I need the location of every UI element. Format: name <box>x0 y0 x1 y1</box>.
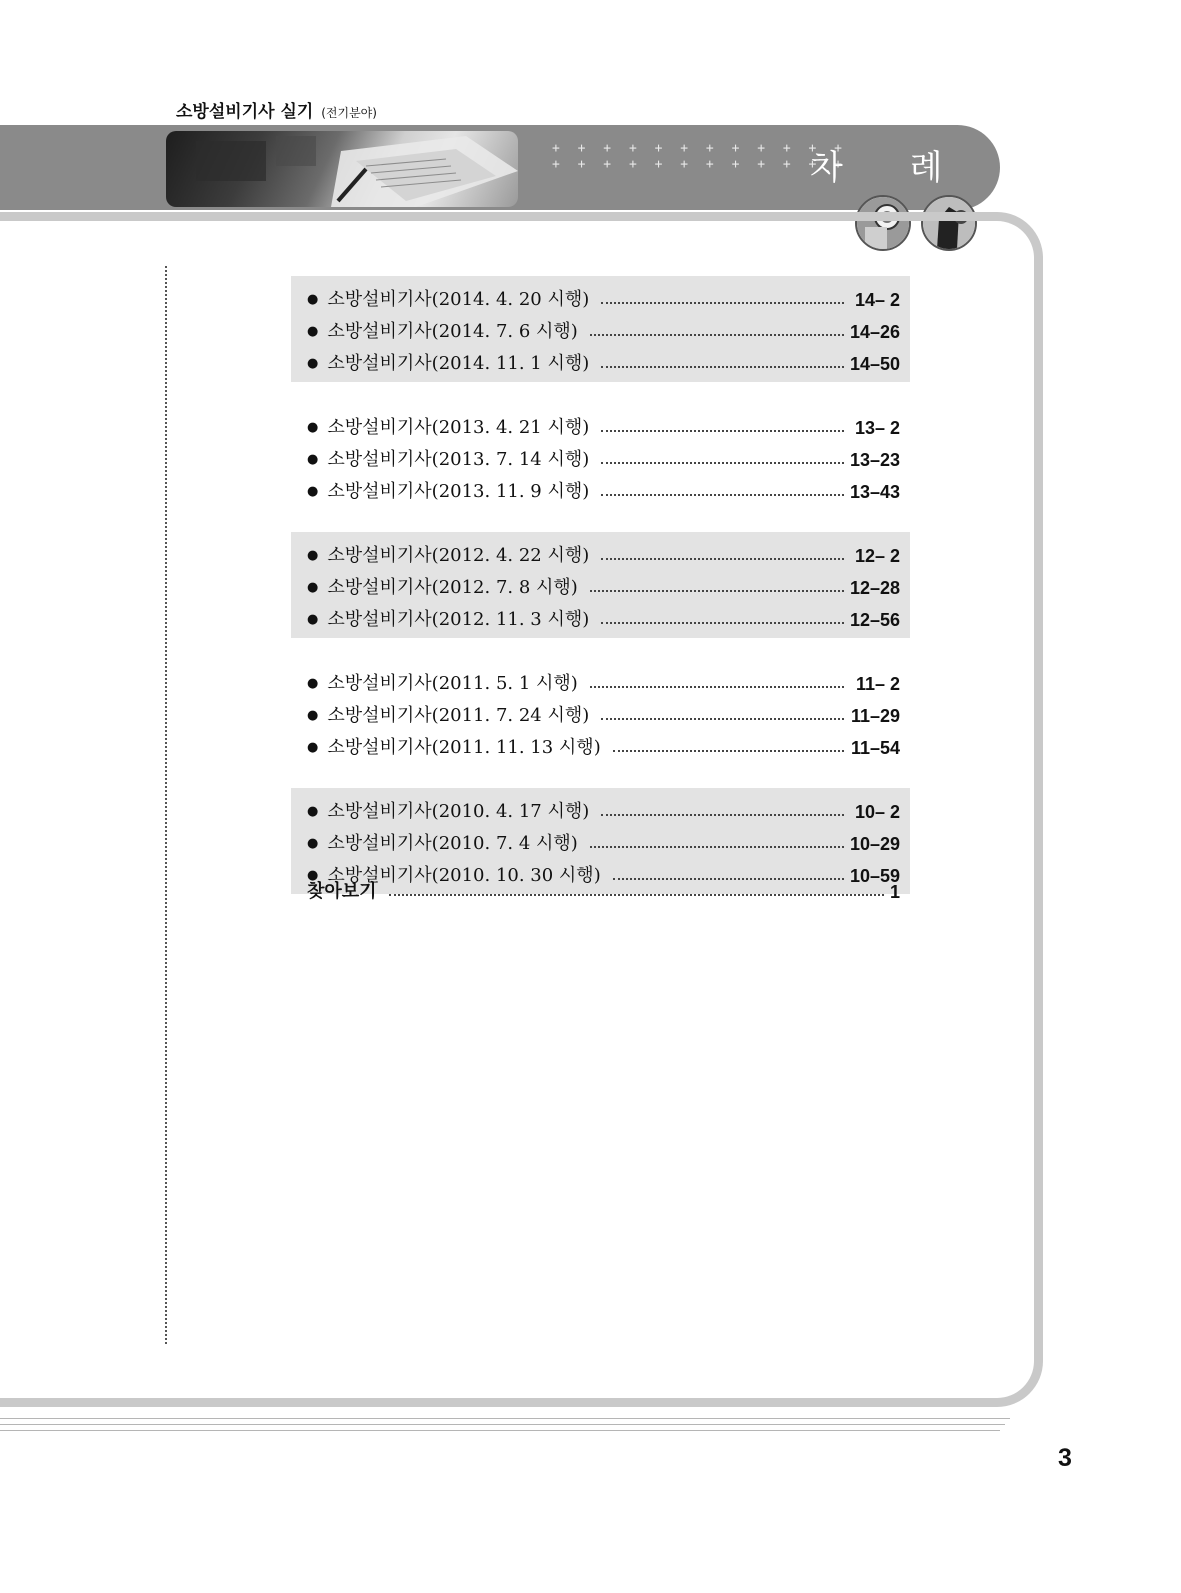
toc-group <box>291 532 910 638</box>
index-page-number: 1 <box>889 882 900 902</box>
bullet-icon: ● <box>307 292 319 307</box>
book-title <box>176 97 377 122</box>
toc-entry-page: 13– 2 <box>854 418 900 438</box>
margin-guide <box>165 266 167 1344</box>
leader-dots <box>601 622 844 624</box>
toc-entry-page: 14–26 <box>849 322 900 342</box>
toc-entry-page: 12–56 <box>849 610 900 630</box>
leader-dots <box>613 750 844 752</box>
toc-entry-page: 11– 2 <box>855 674 900 694</box>
toc-entry[interactable] <box>291 409 910 441</box>
leader-dots <box>590 334 844 336</box>
toc-entry-page: 14–50 <box>849 354 900 374</box>
plus-decoration: + + + + + + + + + + + + + + + + + + + + + + + + <box>552 141 848 172</box>
toc-entry-page: 10–29 <box>849 834 900 854</box>
toc-entry[interactable] <box>291 441 910 473</box>
toc-entry[interactable] <box>291 473 910 505</box>
leader-dots <box>601 430 844 432</box>
bullet-icon: ● <box>307 804 319 819</box>
frame-line <box>0 1430 1000 1431</box>
toc-entry-label: 소방설비기사(2012. 4. 22 시행) <box>327 545 590 566</box>
frame-line <box>0 1418 1010 1419</box>
toc-entry-page: 12–28 <box>849 578 900 598</box>
toc-entry[interactable] <box>291 601 910 633</box>
toc-entry[interactable] <box>291 697 910 729</box>
toc-entry[interactable] <box>291 281 910 313</box>
header-photo <box>166 131 518 207</box>
bullet-icon: ● <box>307 324 319 339</box>
toc-entry[interactable] <box>291 825 910 857</box>
bullet-icon: ● <box>307 484 319 499</box>
toc-entry[interactable] <box>291 569 910 601</box>
index-label: 찾아보기 <box>307 881 377 902</box>
toc-entry-label: 소방설비기사(2013. 11. 9 시행) <box>327 481 590 502</box>
leader-dots <box>601 494 844 496</box>
toc-entry[interactable] <box>291 665 910 697</box>
leader-dots <box>590 590 844 592</box>
bullet-icon: ● <box>307 708 319 723</box>
bullet-icon: ● <box>307 356 319 371</box>
toc-entry-label: 소방설비기사(2010. 4. 17 시행) <box>327 801 590 822</box>
toc-entry-page: 13–43 <box>849 482 900 502</box>
bullet-icon: ● <box>307 676 319 691</box>
bullet-icon: ● <box>307 868 319 883</box>
leader-dots <box>601 718 844 720</box>
toc-entry-label: 소방설비기사(2014. 4. 20 시행) <box>327 289 590 310</box>
toc-group <box>291 276 910 382</box>
toc-entry-label: 소방설비기사(2010. 7. 4 시행) <box>327 833 578 854</box>
toc-entry-page: 12– 2 <box>854 546 900 566</box>
bullet-icon: ● <box>307 420 319 435</box>
toc-entry-label: 소방설비기사(2014. 7. 6 시행) <box>327 321 578 342</box>
toc-entry-page: 14– 2 <box>854 290 900 310</box>
toc-entry-label: 소방설비기사(2013. 4. 21 시행) <box>327 417 590 438</box>
toc-entry-label: 소방설비기사(2011. 5. 1 시행) <box>327 673 578 694</box>
toc-entry[interactable] <box>291 729 910 761</box>
leader-dots <box>590 686 844 688</box>
bullet-icon: ● <box>307 580 319 595</box>
toc-entry-page: 10– 2 <box>854 802 900 822</box>
frame-line <box>0 1424 1005 1425</box>
index-entry[interactable] <box>307 879 900 905</box>
toc-entry[interactable] <box>291 537 910 569</box>
leader-dots <box>601 366 844 368</box>
book-title-subtitle: (전기분야) <box>321 106 377 120</box>
bullet-icon: ● <box>307 836 319 851</box>
book-title-main: 소방설비기사 실기 <box>176 102 314 122</box>
toc-entry-page: 11–29 <box>850 706 900 726</box>
page-number: 3 <box>1058 1444 1072 1472</box>
toc-entry-label: 소방설비기사(2011. 7. 24 시행) <box>327 705 590 726</box>
toc-group <box>291 404 910 510</box>
toc-entry-label: 소방설비기사(2012. 7. 8 시행) <box>327 577 578 598</box>
leader-dots <box>601 302 844 304</box>
toc-entry-page: 11–54 <box>850 738 900 758</box>
leader-dots <box>601 814 844 816</box>
toc-entry[interactable] <box>291 793 910 825</box>
toc-entry[interactable] <box>291 313 910 345</box>
leader-dots <box>601 462 844 464</box>
toc-group <box>291 660 910 766</box>
bullet-icon: ● <box>307 740 319 755</box>
leader-dots <box>590 846 844 848</box>
bullet-icon: ● <box>307 548 319 563</box>
bullet-icon: ● <box>307 452 319 467</box>
leader-dots <box>601 558 844 560</box>
section-title: 차 례 <box>810 148 971 188</box>
toc-entry-label: 소방설비기사(2013. 7. 14 시행) <box>327 449 590 470</box>
toc-entry-page: 13–23 <box>849 450 900 470</box>
toc-entry[interactable] <box>291 345 910 377</box>
toc-entry-label: 소방설비기사(2014. 11. 1 시행) <box>327 353 590 374</box>
table-of-contents <box>291 276 910 894</box>
leader-dots <box>389 894 884 896</box>
toc-entry-label: 소방설비기사(2012. 11. 3 시행) <box>327 609 590 630</box>
toc-entry-label: 소방설비기사(2010. 10. 30 시행) <box>327 865 601 886</box>
toc-entry-page: 10–59 <box>849 866 900 886</box>
bullet-icon: ● <box>307 612 319 627</box>
toc-entry-label: 소방설비기사(2011. 11. 13 시행) <box>327 737 601 758</box>
